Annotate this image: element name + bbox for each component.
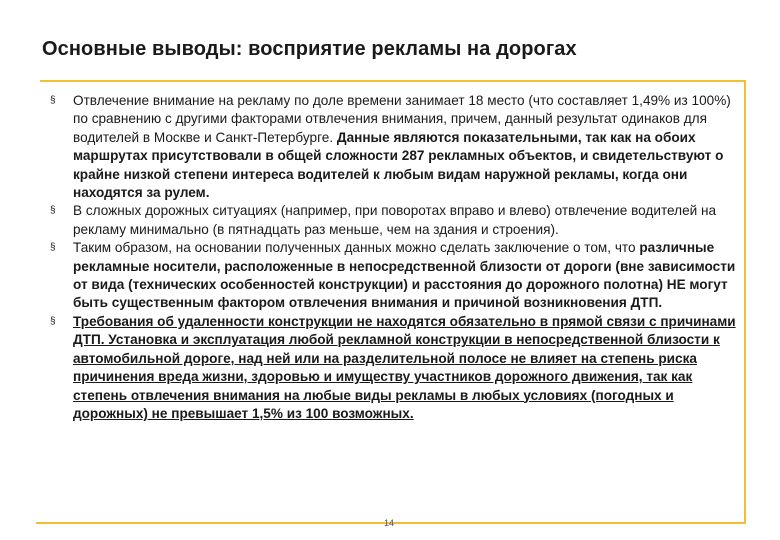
bullet-list [50, 92, 742, 423]
bullet-text: Отвлечение внимание на рекламу по доле времени занимает 18 место (что составляет 1,49% из 100%) по сравнению с другими факторами отвлечения внимания, причем, данный результат одинаков для водителей в Москве и Санкт-Петербурге. [73, 93, 731, 145]
bullet-marker: § [50, 205, 56, 217]
bullet-item-2 [50, 202, 742, 239]
bullet-text: Таким образом, на основании полученных данных можно сделать заключение о том, что [73, 240, 636, 256]
bullet-text-bold: Данные являются показательными, так как на обоих маршрутах присутствовали в общей сложности 287 рекламных объектов, и свидетельствуют о крайне низкой степени интереса водителей к любым видам наружной рекламы, когда они находятся за рулем. [73, 129, 724, 201]
bullet-marker: § [50, 242, 56, 254]
bullet-item-1 [50, 92, 742, 202]
frame-right-border [744, 82, 746, 523]
bullet-marker: § [50, 315, 56, 327]
bullet-text-underlined: Требования об удаленности конструкции не находятся обязательно в прямой связи с причинами ДТП. Установка и эксплуатация любой рекламной конструкции в непосредственной близости к автомобильной дороге, над ней или на разделительной полосе не влияет на степень риска причинения вреда жизни, здоровью и имуществу участников дорожного движения, так как степень отвлечения внимания на любые виды рекламы в любых условиях (погодных и дорожных) не превышает 1,5% из 100 возможных. [73, 313, 736, 421]
bullet-text: В сложных дорожных ситуациях (например, при поворотах вправо и влево) отвлечение водителей на рекламу минимально (в пятнадцать раз меньше, чем на здания и строения). [73, 203, 717, 237]
bullet-item-4 [50, 313, 742, 423]
bullet-marker: § [50, 95, 56, 106]
slide-title: Основные выводы: восприятие рекламы на дорогах [42, 38, 577, 60]
bullet-text-bold: различные рекламные носители, расположенные в непосредственной близости от дороги (вне зависимости от вида (технических особенностей конструкции) и расстояния до дорожного полотна) НЕ могут быть существенным фактором отвлечения внимания и причиной возникновения ДТП. [73, 240, 736, 311]
bullet-item-3 [50, 239, 742, 313]
title-underline [40, 80, 746, 82]
page-number: 14 [384, 518, 395, 528]
